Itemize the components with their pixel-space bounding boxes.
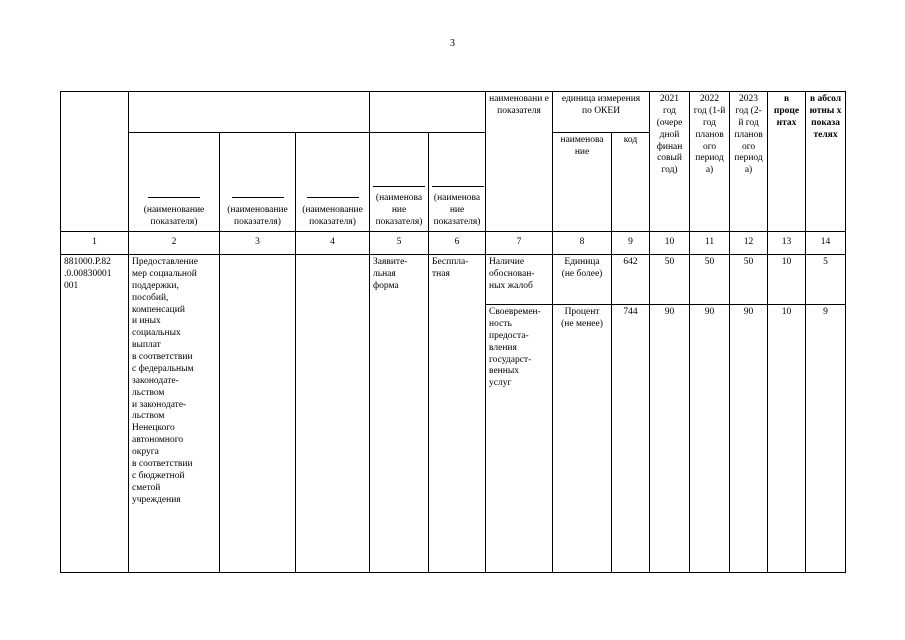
col-number: 13: [768, 232, 806, 255]
value-2021: 90: [650, 305, 690, 573]
header-pct: в проце нтах: [768, 92, 806, 232]
subheader-col-3: [220, 133, 296, 232]
col-number: 14: [806, 232, 846, 255]
page-number: 3: [450, 38, 455, 49]
subheader-label: (наименова ние показателя): [433, 193, 481, 228]
indicator-name: Наличие обоснован- ных жалоб: [486, 255, 553, 305]
col-number: 5: [370, 232, 429, 255]
indicator-code: 744: [612, 305, 650, 573]
value-2022: 50: [690, 255, 730, 305]
subheader-col-2: [129, 133, 220, 232]
deviation-abs: 5: [806, 255, 846, 305]
col-number: 7: [486, 232, 553, 255]
header-year-2021: 2021 год (очере дной финан совый год): [650, 92, 690, 232]
subheader-label: (наименова ние показателя): [375, 193, 423, 228]
col-number: 4: [296, 232, 370, 255]
empty-cell: [220, 255, 296, 573]
subheader-col-6: [429, 133, 486, 232]
header-abs: в абсол ютны х показа телях: [806, 92, 846, 232]
subheader-label: (наименование показателя): [227, 205, 288, 228]
value-2022: 90: [690, 305, 730, 573]
subheader-label: (наименование показателя): [302, 205, 363, 228]
table-row: [61, 255, 846, 305]
indicator-code: 642: [612, 255, 650, 305]
value-2023: 90: [730, 305, 768, 573]
deviation-abs: 9: [806, 305, 846, 573]
col-number: 11: [690, 232, 730, 255]
header-unit-okei: единица измерения по ОКЕИ: [553, 92, 650, 133]
column-numbers-row: [61, 232, 846, 255]
registry-code: 881000.Р.82 .0.00830001 001: [61, 255, 129, 573]
col-number: 8: [553, 232, 612, 255]
indicator-unit: Процент (не менее): [553, 305, 612, 573]
service-indicators-table: [60, 91, 846, 573]
indicator-name: Своевремен- ность предоста- вления государст- венных услуг: [486, 305, 553, 573]
service-form: Заявите- льная форма: [370, 255, 429, 573]
service-payment: Бесппла- тная: [429, 255, 486, 573]
col-number: 10: [650, 232, 690, 255]
subheader-col-5: [370, 133, 429, 232]
col-number: 9: [612, 232, 650, 255]
header-unit-code: код: [612, 133, 650, 232]
header-cell-conditions: [370, 92, 486, 133]
header-year-2022: 2022 год (1-й год планов ого период а): [690, 92, 730, 232]
value-2021: 50: [650, 255, 690, 305]
subheader-label: (наименование показателя): [143, 205, 205, 228]
deviation-pct: 10: [768, 305, 806, 573]
header-cell-code: [61, 92, 129, 232]
col-number: 3: [220, 232, 296, 255]
col-number: 1: [61, 232, 129, 255]
subheader-col-4: [296, 133, 370, 232]
col-number: 6: [429, 232, 486, 255]
header-row-1: [61, 92, 846, 133]
header-year-2023: 2023 год (2-й год планов ого период а): [730, 92, 768, 232]
service-content: Предоставление мер социальной поддержки, пособий, компенсаций и иных социальных выплат в соответствии с федеральным законодате- льством и законодате- льством Ненецкого автономного округа в соответствии с бюджетной сметой учреждения: [129, 255, 220, 573]
value-2023: 50: [730, 255, 768, 305]
indicator-unit: Единица (не более): [553, 255, 612, 305]
deviation-pct: 10: [768, 255, 806, 305]
header-indicator-name: наименовани е показателя: [486, 92, 553, 232]
empty-cell: [296, 255, 370, 573]
col-number: 12: [730, 232, 768, 255]
header-cell-content: [129, 92, 370, 133]
col-number: 2: [129, 232, 220, 255]
header-unit-name: наименова ние: [553, 133, 612, 232]
